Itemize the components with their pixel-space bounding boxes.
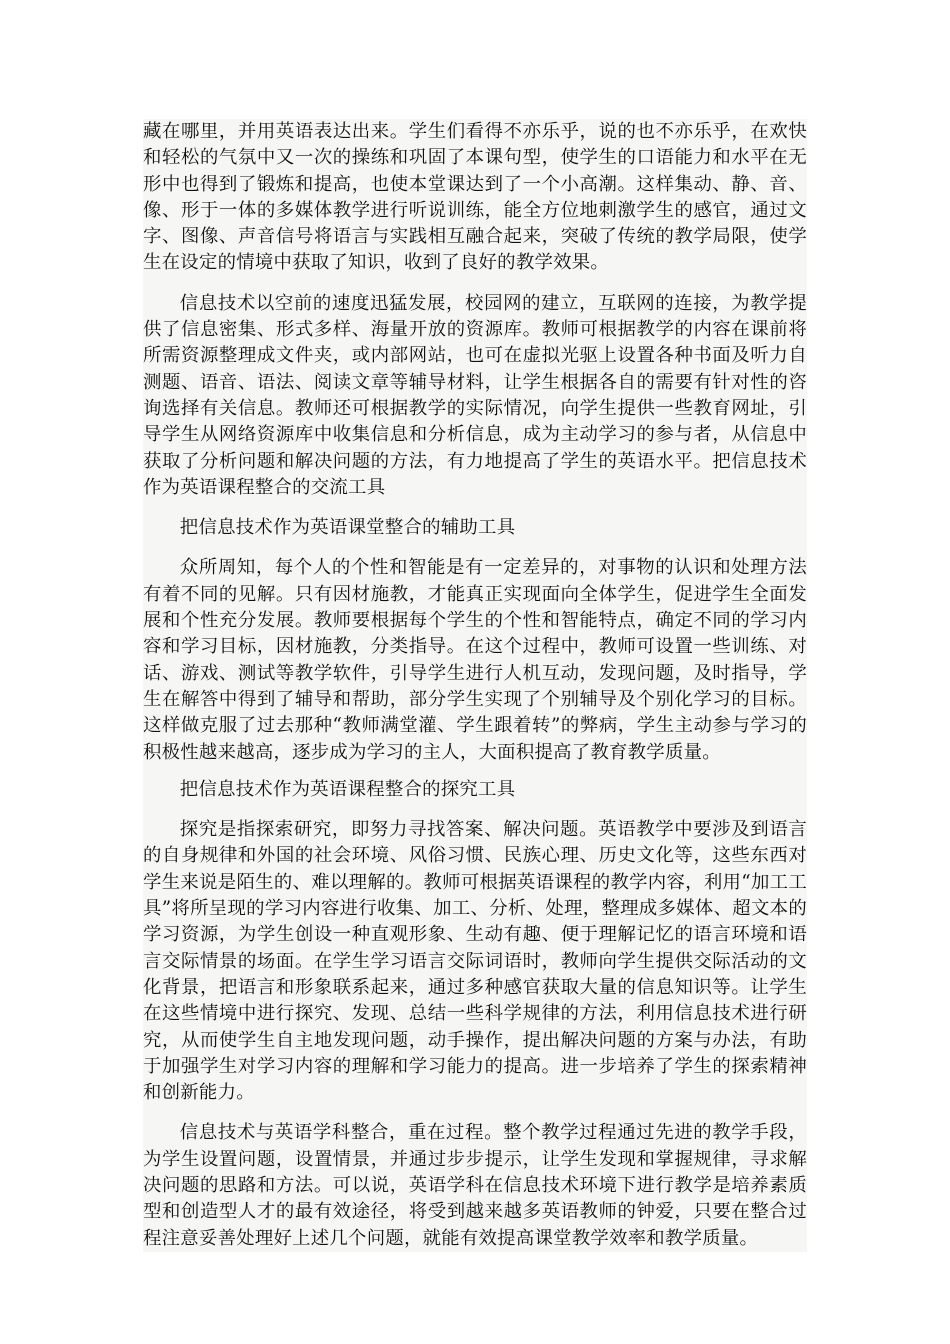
paragraph-inquiry-learning: 探究是指探索研究，即努力寻找答案、解决问题。英语教学中要涉及到语言的自身规律和外国的社会环境、风俗习惯、民族心理、历史文化等，这些东西对学生来说是陌生的、难以理解的。教师可根据英语课程的教学内容，利用“加工工具”将所呈现的学习内容进行收集、加工、分析、处理，整理成多媒体、超文本的学习资源，为学生创设一种直观形象、生动有趣、便于理解记忆的语言环境和语言交际情景的场面。在学生学习语言交际词语时，教师向学生提供交际活动的文化背景，把语言和形象联系起来，通过多种感官获取大量的信息知识等。让学生在这些情境中进行探究、发现、总结一些科学规律的方法，利用信息技术进行研究，从而使学生自主地发现问题，动手操作，提出解决问题的方案与办法，有助于加强学生对学习内容的理解和学习能力的提高。进一步培养了学生的探索精神和创新能力。: [143, 819, 807, 1104]
paragraph-conclusion: 信息技术与英语学科整合，重在过程。整个教学过程通过先进的教学手段，为学生设置问题，设置情景，并通过步步提示，让学生发现和掌握规律，寻求解决问题的思路和方法。可以说，英语学科在信息技术环境下进行教学是培养素质型和创造型人才的最有效途径，将受到越来越多英语教师的钟爱，只要在整合过程注意妥善处理好上述几个问题，就能有效提高课堂教学效率和教学质量。: [143, 1122, 807, 1249]
paragraph-individualized-teaching: 众所周知，每个人的个性和智能是有一定差异的，对事物的认识和处理方法有着不同的见解。只有因材施教，才能真正实现面向全体学生，促进学生全面发展和个性充分发展。教师要根据每个学生的个性和智能特点，确定不同的学习内容和学习目标，因材施教，分类指导。在这个过程中，教师可设置一些训练、对话、游戏、测试等教学软件，引导学生进行人机互动，发现问题，及时指导，学生在解答中得到了辅导和帮助，部分学生实现了个别辅导及个别化学习的目标。这样做克服了过去那种“教师满堂灌、学生跟着转”的弊病，学生主动参与学习的积极性越来越高，逐步成为学习的主人，大面积提高了教育教学质量。: [143, 557, 807, 763]
paragraph-continuation: 藏在哪里，并用英语表达出来。学生们看得不亦乐乎，说的也不亦乐乎，在欢快和轻松的气氛中又一次的操练和巩固了本课句型，使学生的口语能力和水平在无形中也得到了锻炼和提高，也使本堂课达到了一个小高潮。这样集动、静、音、像、形于一体的多媒体教学进行听说训练，能全方位地刺激学生的感官，通过文字、图像、声音信号将语言与实践相互融合起来，突破了传统的教学局限，使学生在设定的情境中获取了知识，收到了良好的教学效果。: [143, 121, 807, 274]
paragraph-resource-library: 信息技术以空前的速度迅猛发展，校园网的建立，互联网的连接，为教学提供了信息密集、形式多样、海量开放的资源库。教师可根据教学的内容在课前将所需资源整理成文件夹，或内部网站，也可在虚拟光驱上设置各种书面及听力自测题、语音、语法、阅读文章等辅导材料，让学生根据各自的需要有针对性的咨询选择有关信息。教师还可根据教学的实际情况，向学生提供一些教育网址，引导学生从网络资源库中收集信息和分析信息，成为主动学习的参与者，从信息中获取了分析问题和解决问题的方法，有力地提高了学生的英语水平。把信息技术作为英语课程整合的交流工具: [143, 292, 807, 498]
document-body: [143, 119, 807, 1252]
section-heading-auxiliary-tool: 把信息技术作为英语课堂整合的辅助工具: [179, 517, 516, 539]
section-heading-inquiry-tool: 把信息技术作为英语课程整合的探究工具: [179, 778, 516, 800]
